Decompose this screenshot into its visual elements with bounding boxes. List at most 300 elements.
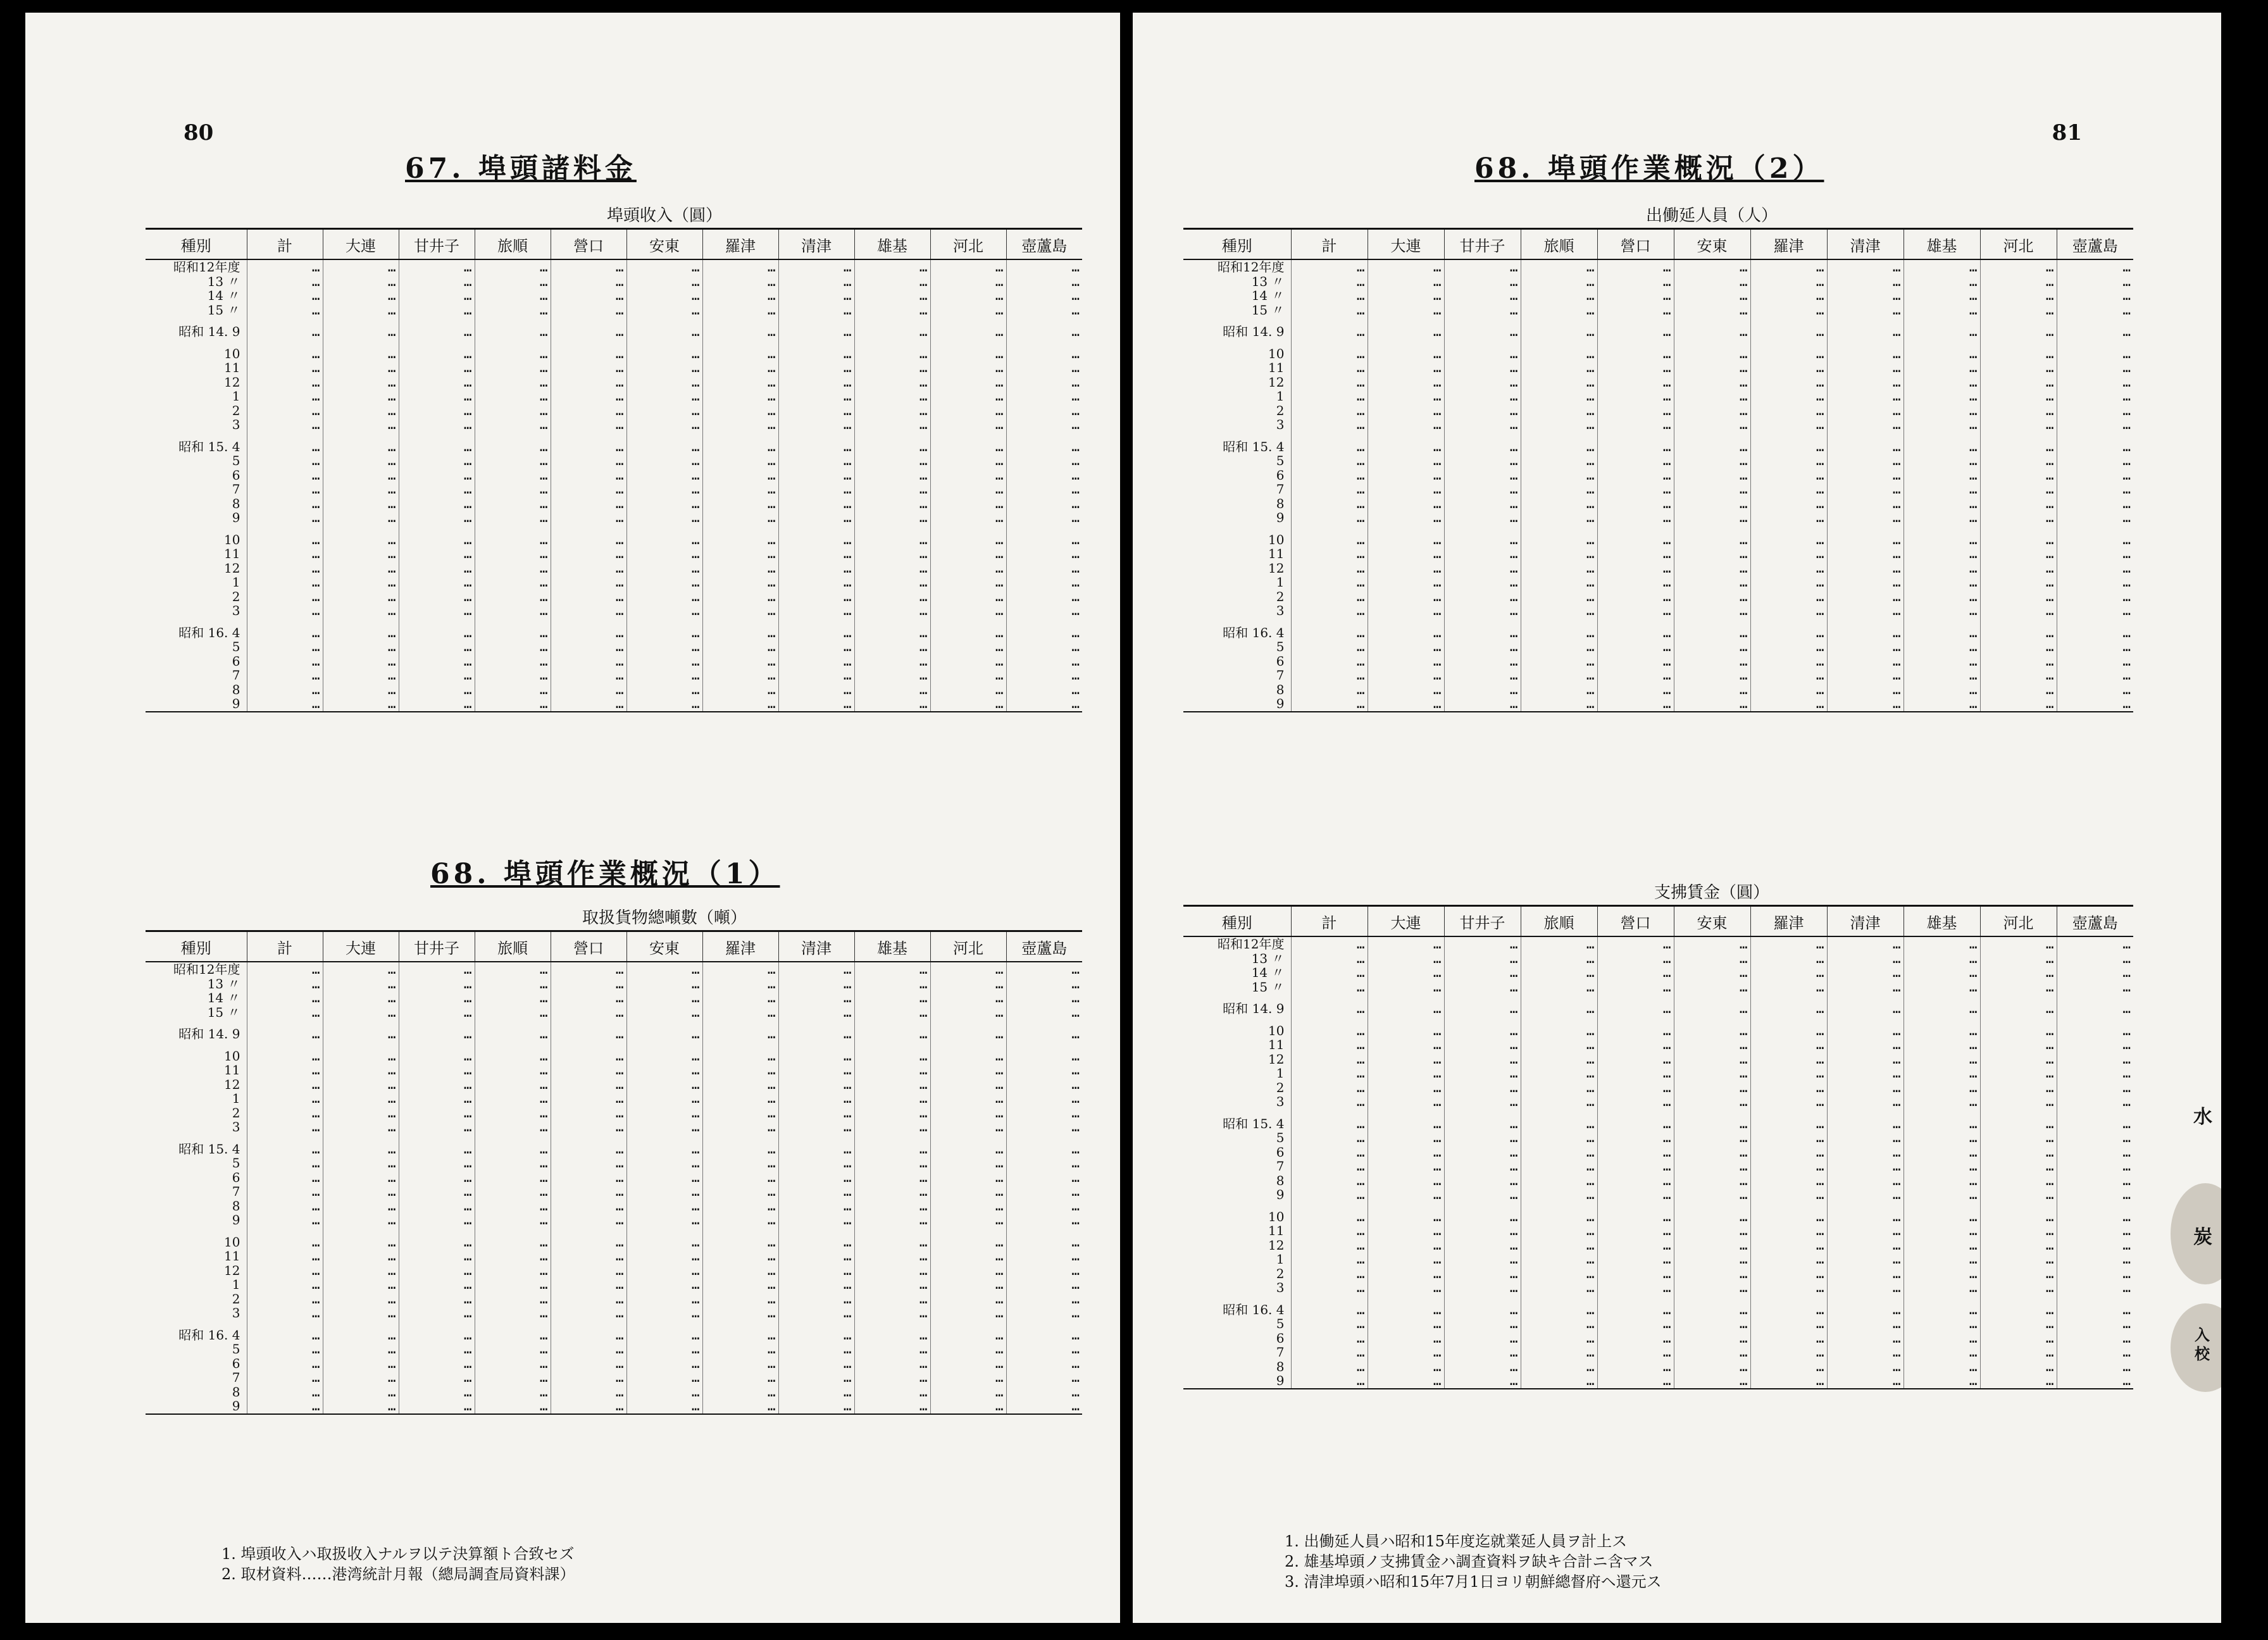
data-cell: … [930,668,1006,683]
data-cell: … [1006,303,1082,318]
data-cell: … [2057,1095,2133,1109]
data-cell: … [247,1199,323,1214]
data-cell: … [1368,1188,1444,1202]
data-cell: … [1444,275,1521,289]
table-row [146,375,1082,390]
data-cell: … [1674,1281,1750,1295]
spacer-cell [930,432,1006,440]
data-cell: … [702,991,778,1005]
data-cell: … [702,482,778,497]
data-cell: … [475,404,551,418]
data-cell: … [1521,640,1597,654]
table-row [1183,289,2133,303]
spacer-cell [1597,317,1674,325]
data-cell: … [1750,1131,1827,1145]
data-cell: … [1674,604,1750,618]
data-cell: … [475,533,551,547]
data-cell: … [399,1235,475,1250]
data-cell: … [854,1249,930,1264]
data-cell: … [551,626,626,640]
row-label: 9 [232,1213,240,1227]
data-cell: … [247,347,323,361]
data-cell: … [475,1049,551,1064]
data-cell: … [247,361,323,375]
data-cell: … [551,1142,626,1157]
data-cell: … [1006,547,1082,561]
data-cell: … [399,626,475,640]
data-cell: … [1750,1238,1827,1253]
data-cell: … [475,511,551,525]
data-cell: … [1980,1238,2057,1253]
table-row [1183,375,2133,390]
row-label: 12 [224,375,240,389]
data-cell: … [930,361,1006,375]
data-cell: … [702,1199,778,1214]
row-spacer [1183,994,2133,1002]
data-cell: … [854,1213,930,1227]
data-cell: … [1368,936,1444,952]
data-cell: … [323,1385,399,1400]
data-cell: … [1904,1145,1980,1160]
row-label: 14 〃 [1251,289,1285,303]
row-label: 11 [224,361,240,375]
data-cell: … [1368,511,1444,525]
data-cell: … [1827,547,1904,561]
data-cell: … [399,1142,475,1157]
data-cell: … [1444,497,1521,511]
data-cell: … [626,303,702,318]
data-cell: … [1980,697,2057,712]
data-cell: … [2057,1360,2133,1374]
data-cell: … [399,303,475,318]
data-cell: … [323,654,399,669]
data-cell: … [626,1120,702,1134]
table-row [146,991,1082,1005]
data-cell: … [323,1184,399,1199]
spacer-cell [1291,432,1368,440]
row-label: 2 [1276,1080,1285,1095]
data-cell: … [323,575,399,590]
data-cell: … [1521,1238,1597,1253]
data-cell: … [1750,1303,1827,1317]
data-cell: … [399,590,475,604]
data-cell: … [475,1292,551,1307]
data-cell: … [1980,482,2057,497]
data-cell: … [854,697,930,712]
data-cell: … [1904,497,1980,511]
spacer-cell [475,1134,551,1142]
spacer-cell [1444,1202,1521,1210]
data-cell: … [1006,991,1082,1005]
data-cell: … [475,482,551,497]
data-cell: … [323,482,399,497]
spacer-cell [930,525,1006,533]
data-cell: … [930,575,1006,590]
data-cell: … [247,654,323,669]
data-cell: … [399,468,475,483]
data-cell: … [1904,697,1980,712]
data-cell: … [1674,547,1750,561]
data-cell: … [399,361,475,375]
data-cell: … [626,1049,702,1064]
data-cell: … [1827,561,1904,576]
data-cell: … [1521,1081,1597,1095]
data-cell: … [702,1342,778,1357]
data-cell: … [930,533,1006,547]
data-cell: … [2057,347,2133,361]
table-row [146,1049,1082,1064]
data-cell: … [399,1399,475,1414]
spacer-cell [930,317,1006,325]
data-cell: … [323,375,399,390]
data-cell: … [1904,454,1980,468]
data-cell: … [475,1264,551,1278]
column-header: 安東 [626,229,702,260]
data-cell: … [778,1005,854,1020]
data-cell: … [1827,1267,1904,1281]
data-cell: … [399,418,475,432]
data-cell: … [1521,980,1597,995]
data-cell: … [1674,1252,1750,1267]
data-cell: … [551,1049,626,1064]
spacer-cell [247,317,323,325]
data-cell: … [1674,966,1750,980]
data-cell: … [1980,1174,2057,1188]
data-cell: … [1521,1174,1597,1188]
table-row [1183,668,2133,683]
data-cell: … [1521,275,1597,289]
data-cell: … [551,347,626,361]
data-cell: … [626,1249,702,1264]
data-cell: … [399,977,475,991]
spacer-cell [247,432,323,440]
data-cell: … [1521,468,1597,483]
data-cell: … [551,1027,626,1041]
data-cell: … [1521,259,1597,275]
spacer-cell [778,432,854,440]
spacer-cell [702,432,778,440]
table-row [1183,533,2133,547]
data-cell: … [930,347,1006,361]
data-cell: … [1291,668,1368,683]
row-label: 10 [1268,346,1285,361]
row-label: 11 [1268,547,1285,561]
data-cell: … [1521,1303,1597,1317]
spacer-cell [930,1041,1006,1049]
data-cell: … [323,404,399,418]
table-row [146,1385,1082,1400]
data-cell: … [1904,1188,1980,1202]
data-cell: … [1750,361,1827,375]
data-cell: … [2057,1331,2133,1346]
data-cell: … [854,626,930,640]
data-cell: … [1444,966,1521,980]
data-cell: … [778,418,854,432]
spacer-cell [323,1320,399,1328]
data-cell: … [323,303,399,318]
column-header: 清津 [1827,229,1904,260]
spacer-cell [1521,618,1597,626]
data-cell: … [626,668,702,683]
data-cell: … [323,590,399,604]
data-cell: … [247,1306,323,1320]
table-row [146,1370,1082,1385]
data-cell: … [1750,1188,1827,1202]
data-cell: … [1904,1360,1980,1374]
data-cell: … [1291,289,1368,303]
data-cell: … [930,1156,1006,1171]
data-cell: … [1291,1331,1368,1346]
data-cell: … [247,1249,323,1264]
data-cell: … [1521,1052,1597,1067]
data-cell: … [1980,1317,2057,1331]
row-label: 8 [1276,1173,1285,1188]
data-cell: … [626,347,702,361]
data-cell: … [1980,303,2057,318]
data-cell: … [323,259,399,275]
data-cell: … [1904,952,1980,966]
spacer-cell [1444,525,1521,533]
data-cell: … [854,1370,930,1385]
spacer-cell [1368,1109,1444,1117]
data-cell: … [551,1292,626,1307]
data-cell: … [1368,1117,1444,1131]
table-row [146,1063,1082,1078]
row-label: 8 [232,1384,240,1399]
spacer-cell [1006,525,1082,533]
data-cell: … [1291,1131,1368,1145]
spacer-cell [1368,1016,1444,1024]
spacer-cell [626,618,702,626]
data-cell: … [2057,1374,2133,1389]
data-cell: … [1597,1303,1674,1317]
data-cell: … [778,1078,854,1092]
data-cell: … [778,1370,854,1385]
data-cell: … [778,1264,854,1278]
data-cell: … [247,683,323,697]
data-cell: … [626,1156,702,1171]
data-cell: … [551,454,626,468]
data-cell: … [702,962,778,977]
data-cell: … [551,404,626,418]
data-cell: … [626,590,702,604]
data-cell: … [930,561,1006,576]
data-cell: … [930,1063,1006,1078]
spacer-cell [1006,1019,1082,1027]
data-cell: … [323,1171,399,1185]
data-cell: … [1368,468,1444,483]
column-header: 計 [247,229,323,260]
data-cell: … [1597,1188,1674,1202]
footnotes-right [1285,1531,1662,1592]
data-cell: … [1521,1066,1597,1081]
data-cell: … [1444,1052,1521,1067]
spacer-cell [1750,1016,1827,1024]
data-cell: … [1674,1188,1750,1202]
table-row [146,1399,1082,1414]
row-label: 昭和12年度 [173,259,240,275]
row-label: 昭和12年度 [1218,259,1285,275]
row-label: 14 〃 [207,991,240,1005]
data-cell: … [2057,303,2133,318]
data-cell: … [1291,533,1368,547]
data-cell: … [854,1306,930,1320]
row-spacer [1183,317,2133,325]
table-row [146,1306,1082,1320]
data-cell: … [1750,418,1827,432]
spacer-cell [1674,1109,1750,1117]
data-cell: … [1006,977,1082,991]
row-label: 14 〃 [1251,966,1285,980]
column-header: 大連 [1368,229,1444,260]
data-cell: … [1368,275,1444,289]
spacer-cell [323,1041,399,1049]
spacer-cell [1183,1202,1291,1210]
data-cell: … [247,1342,323,1357]
data-cell: … [323,1213,399,1227]
data-cell: … [1980,1188,2057,1202]
data-cell: … [1368,1374,1444,1389]
row-label: 8 [232,1198,240,1213]
table-row [1183,561,2133,576]
data-cell: … [1674,936,1750,952]
data-cell: … [1827,347,1904,361]
table-unit-header: 出働延人員（人） [1645,206,1778,225]
data-cell: … [778,1385,854,1400]
data-cell: … [702,361,778,375]
spacer-cell [1904,339,1980,347]
data-cell: … [1597,1002,1674,1016]
data-cell: … [1444,361,1521,375]
data-cell: … [1444,347,1521,361]
spacer-cell [2057,339,2133,347]
data-cell: … [1368,1002,1444,1016]
data-cell: … [2057,375,2133,390]
data-cell: … [1827,1024,1904,1038]
data-cell: … [854,1342,930,1357]
spacer-cell [1904,618,1980,626]
row-label: 15 〃 [1251,302,1285,317]
spacer-cell [1444,1016,1521,1024]
data-cell: … [1521,418,1597,432]
data-cell: … [1444,1131,1521,1145]
data-cell: … [702,511,778,525]
row-label: 1 [1276,1066,1285,1081]
data-cell: … [1368,259,1444,275]
data-cell: … [1674,1095,1750,1109]
data-cell: … [1521,347,1597,361]
table-row [146,1357,1082,1371]
data-cell: … [1904,640,1980,654]
table-row [1183,1145,2133,1160]
row-label: 5 [1276,640,1285,654]
data-cell: … [854,604,930,618]
spacer-cell [2057,618,2133,626]
spacer-cell [1980,1295,2057,1303]
data-cell: … [1904,1238,1980,1253]
row-label: 昭和 16. 4 [178,625,240,640]
table-row [1183,361,2133,375]
data-cell: … [551,1091,626,1106]
spacer-cell [1674,1202,1750,1210]
spacer-cell [626,1019,702,1027]
column-header: 營口 [551,229,626,260]
data-cell: … [1904,1224,1980,1238]
row-label: 9 [232,697,240,711]
data-cell: … [1597,1360,1674,1374]
data-cell: … [247,604,323,618]
data-cell: … [1674,1224,1750,1238]
table-row [1183,1052,2133,1067]
data-cell: … [1291,1066,1368,1081]
data-cell: … [1521,1188,1597,1202]
data-cell: … [323,1199,399,1214]
spacer-cell [702,1320,778,1328]
spacer-cell [1291,994,1368,1002]
data-cell: … [2057,1174,2133,1188]
data-cell: … [1827,1360,1904,1374]
data-cell: … [1368,561,1444,576]
data-cell: … [1291,389,1368,404]
data-cell: … [854,977,930,991]
spacer-cell [399,1041,475,1049]
spacer-cell [1368,1295,1444,1303]
data-cell: … [930,604,1006,618]
data-cell: … [247,289,323,303]
row-label: 1 [232,1091,240,1106]
data-cell: … [1444,1159,1521,1174]
data-cell: … [1368,347,1444,361]
data-cell: … [475,361,551,375]
data-cell: … [1597,1024,1674,1038]
data-cell: … [399,1049,475,1064]
spacer-cell [1183,1016,1291,1024]
table-row [146,347,1082,361]
data-cell: … [1980,259,2057,275]
data-cell: … [2057,604,2133,618]
table-row [146,654,1082,669]
data-cell: … [1980,683,2057,697]
data-cell: … [1597,980,1674,995]
data-cell: … [1750,497,1827,511]
row-label: 3 [1276,1281,1285,1295]
data-cell: … [930,1199,1006,1214]
data-cell: … [1006,1120,1082,1134]
table-row [146,440,1082,454]
data-cell: … [1597,1238,1674,1253]
data-cell: … [930,468,1006,483]
data-cell: … [930,683,1006,697]
data-cell: … [854,468,930,483]
row-label: 10 [224,532,240,547]
row-label: 昭和 16. 4 [178,1327,240,1342]
data-cell: … [854,482,930,497]
data-cell: … [1291,1303,1368,1317]
data-cell: … [1827,1303,1904,1317]
data-cell: … [1291,1267,1368,1281]
data-cell: … [1291,561,1368,576]
data-cell: … [247,404,323,418]
data-cell: … [1006,418,1082,432]
data-cell: … [930,275,1006,289]
data-cell: … [854,259,930,275]
row-spacer [1183,1109,2133,1117]
data-cell: … [854,375,930,390]
data-cell: … [1291,347,1368,361]
data-cell: … [1827,1281,1904,1295]
data-cell: … [1521,1038,1597,1052]
data-cell: … [1006,347,1082,361]
